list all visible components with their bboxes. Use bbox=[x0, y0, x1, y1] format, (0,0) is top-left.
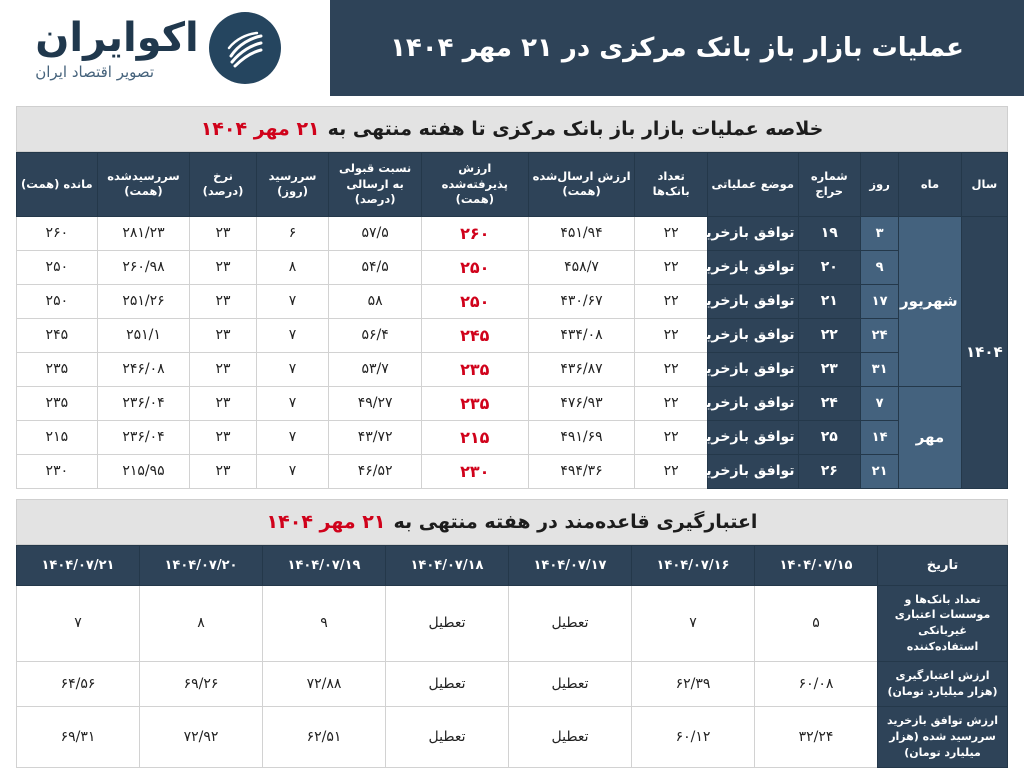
cell-operation-position: توافق بازخرید bbox=[707, 386, 798, 420]
th-year: سال bbox=[961, 153, 1007, 217]
th-sent-value: ارزش ارسال‌شده (همت) bbox=[528, 153, 635, 217]
table-row bbox=[17, 318, 1008, 352]
cell-accepted-value: ۲۱۵ bbox=[421, 420, 528, 454]
cell-sent-value: ۴۳۶/۸۷ bbox=[528, 352, 635, 386]
brand-subtitle: تصویر اقتصاد ایران bbox=[35, 62, 155, 81]
section-title-open-market bbox=[16, 106, 1008, 152]
cell-auction-number: ۲۴ bbox=[798, 386, 860, 420]
cell-operation-position: توافق بازخرید bbox=[707, 352, 798, 386]
cell-matured-value: ۲۴۶/۰۸ bbox=[97, 352, 190, 386]
cell-sent-value: ۴۳۴/۰۸ bbox=[528, 318, 635, 352]
cell-day: ۹ bbox=[860, 250, 898, 284]
cell-r2-c4: ۶۲/۵۱ bbox=[263, 707, 386, 768]
cell-operation-position: توافق بازخرید bbox=[707, 284, 798, 318]
row-header-2: ارزش توافق بازخرید سررسید شده (هزار میلیارد تومان) bbox=[878, 707, 1008, 768]
cell-sent-value: ۴۹۴/۳۶ bbox=[528, 454, 635, 488]
cell-balance: ۲۴۵ bbox=[17, 318, 98, 352]
cell-matured-value: ۲۸۱/۲۳ bbox=[97, 216, 190, 250]
cell-auction-number: ۲۶ bbox=[798, 454, 860, 488]
cell-maturity: ۸ bbox=[256, 250, 329, 284]
cell-matured-value: ۲۳۶/۰۴ bbox=[97, 420, 190, 454]
table-row bbox=[17, 662, 1008, 707]
th-maturity: سررسید (روز) bbox=[256, 153, 329, 217]
cell-rate: ۲۳ bbox=[190, 352, 256, 386]
cell-bank-count: ۲۲ bbox=[635, 284, 708, 318]
cell-day: ۳۱ bbox=[860, 352, 898, 386]
cell-rate: ۲۳ bbox=[190, 454, 256, 488]
cell-maturity: ۷ bbox=[256, 454, 329, 488]
page-header bbox=[0, 0, 1024, 96]
cell-r2-c0: ۳۲/۲۴ bbox=[755, 707, 878, 768]
cell-acceptance-ratio: ۵۷/۵ bbox=[329, 216, 422, 250]
table-row bbox=[17, 386, 1008, 420]
cell-day: ۱۷ bbox=[860, 284, 898, 318]
cell-balance: ۲۳۵ bbox=[17, 352, 98, 386]
cell-auction-number: ۲۵ bbox=[798, 420, 860, 454]
cell-balance: ۲۱۵ bbox=[17, 420, 98, 454]
th-date-0: ۱۴۰۴/۰۷/۱۵ bbox=[755, 545, 878, 585]
cell-auction-number: ۲۰ bbox=[798, 250, 860, 284]
cell-auction-number: ۲۱ bbox=[798, 284, 860, 318]
cell-r2-c3: تعطیل bbox=[386, 707, 509, 768]
brand-block bbox=[0, 0, 330, 96]
cell-r0-c1: ۷ bbox=[632, 585, 755, 662]
table-row bbox=[17, 585, 1008, 662]
cell-day: ۲۴ bbox=[860, 318, 898, 352]
cell-balance: ۲۵۰ bbox=[17, 284, 98, 318]
cell-balance: ۲۵۰ bbox=[17, 250, 98, 284]
cell-r2-c5: ۷۲/۹۲ bbox=[140, 707, 263, 768]
cell-acceptance-ratio: ۴۶/۵۲ bbox=[329, 454, 422, 488]
eco-swirl-logo-icon bbox=[209, 12, 281, 84]
cell-bank-count: ۲۲ bbox=[635, 216, 708, 250]
table-header-row bbox=[17, 153, 1008, 217]
cell-accepted-value: ۲۳۵ bbox=[421, 386, 528, 420]
th-operation-position: موضع عملیاتی bbox=[707, 153, 798, 217]
brand-text bbox=[35, 16, 199, 81]
cell-day: ۱۴ bbox=[860, 420, 898, 454]
cell-r1-c5: ۶۹/۲۶ bbox=[140, 662, 263, 707]
cell-sent-value: ۴۷۶/۹۳ bbox=[528, 386, 635, 420]
cell-matured-value: ۲۵۱/۲۶ bbox=[97, 284, 190, 318]
cell-month: شهریور bbox=[899, 216, 961, 386]
cell-maturity: ۷ bbox=[256, 352, 329, 386]
th-date-2: ۱۴۰۴/۰۷/۱۷ bbox=[509, 545, 632, 585]
cell-bank-count: ۲۲ bbox=[635, 352, 708, 386]
table-row bbox=[17, 707, 1008, 768]
th-bank-count: تعداد بانک‌ها bbox=[635, 153, 708, 217]
th-month: ماه bbox=[899, 153, 961, 217]
cell-year: ۱۴۰۴ bbox=[961, 216, 1007, 488]
table-row bbox=[17, 454, 1008, 488]
cell-matured-value: ۲۱۵/۹۵ bbox=[97, 454, 190, 488]
cell-auction-number: ۱۹ bbox=[798, 216, 860, 250]
row-header-1: ارزش اعتبارگیری (هزار میلیارد تومان) bbox=[878, 662, 1008, 707]
brand-name: اکوایران bbox=[35, 14, 199, 61]
cell-operation-position: توافق بازخرید bbox=[707, 318, 798, 352]
cell-operation-position: توافق بازخرید bbox=[707, 250, 798, 284]
cell-operation-position: توافق بازخرید bbox=[707, 420, 798, 454]
cell-accepted-value: ۲۶۰ bbox=[421, 216, 528, 250]
cell-r1-c0: ۶۰/۰۸ bbox=[755, 662, 878, 707]
cell-auction-number: ۲۲ bbox=[798, 318, 860, 352]
table1-body bbox=[17, 216, 1008, 488]
table-row bbox=[17, 352, 1008, 386]
cell-accepted-value: ۲۳۵ bbox=[421, 352, 528, 386]
cell-bank-count: ۲۲ bbox=[635, 420, 708, 454]
cell-sent-value: ۴۹۱/۶۹ bbox=[528, 420, 635, 454]
cell-operation-position: توافق بازخرید bbox=[707, 216, 798, 250]
cell-r0-c4: ۹ bbox=[263, 585, 386, 662]
cell-r0-c5: ۸ bbox=[140, 585, 263, 662]
cell-r0-c6: ۷ bbox=[17, 585, 140, 662]
section2-title-prefix: اعتبارگیری قاعده‌مند در هفته منتهی به bbox=[393, 510, 758, 533]
cell-matured-value: ۲۶۰/۹۸ bbox=[97, 250, 190, 284]
cell-maturity: ۷ bbox=[256, 284, 329, 318]
cell-maturity: ۷ bbox=[256, 420, 329, 454]
cell-sent-value: ۴۵۸/۷ bbox=[528, 250, 635, 284]
th-date-6: ۱۴۰۴/۰۷/۲۱ bbox=[17, 545, 140, 585]
cell-maturity: ۷ bbox=[256, 386, 329, 420]
cell-rate: ۲۳ bbox=[190, 386, 256, 420]
cell-maturity: ۷ bbox=[256, 318, 329, 352]
section1-title-highlight: ۲۱ مهر ۱۴۰۴ bbox=[200, 118, 320, 140]
cell-sent-value: ۴۳۰/۶۷ bbox=[528, 284, 635, 318]
th-rate: نرخ (درصد) bbox=[190, 153, 256, 217]
table-row bbox=[17, 420, 1008, 454]
open-market-operations-table bbox=[16, 152, 1008, 489]
cell-matured-value: ۲۵۱/۱ bbox=[97, 318, 190, 352]
th-auction-number: شماره حراج bbox=[798, 153, 860, 217]
cell-r0-c2: تعطیل bbox=[509, 585, 632, 662]
cell-r1-c3: تعطیل bbox=[386, 662, 509, 707]
cell-r1-c6: ۶۴/۵۶ bbox=[17, 662, 140, 707]
section2-title-highlight: ۲۱ مهر ۱۴۰۴ bbox=[266, 510, 386, 533]
row-header-0: تعداد بانک‌ها و موسسات اعتباری غیربانکی استفاده‌کننده bbox=[878, 585, 1008, 662]
cell-r0-c0: ۵ bbox=[755, 585, 878, 662]
cell-rate: ۲۳ bbox=[190, 420, 256, 454]
table2-body bbox=[17, 585, 1008, 767]
cell-rate: ۲۳ bbox=[190, 250, 256, 284]
table-row bbox=[17, 250, 1008, 284]
cell-accepted-value: ۲۳۰ bbox=[421, 454, 528, 488]
cell-r1-c1: ۶۲/۳۹ bbox=[632, 662, 755, 707]
cell-day: ۳ bbox=[860, 216, 898, 250]
cell-rate: ۲۳ bbox=[190, 318, 256, 352]
th-accepted-value: ارزش پذیرفته‌شده (همت) bbox=[421, 153, 528, 217]
th-balance: مانده (همت) bbox=[17, 153, 98, 217]
cell-acceptance-ratio: ۴۹/۲۷ bbox=[329, 386, 422, 420]
cell-acceptance-ratio: ۴۳/۷۲ bbox=[329, 420, 422, 454]
cell-r1-c2: تعطیل bbox=[509, 662, 632, 707]
section-title-standing-facility bbox=[16, 499, 1008, 545]
page-title: عملیات بازار باز بانک مرکزی در ۲۱ مهر ۱۴۰۴ bbox=[330, 0, 1024, 96]
section1-title-prefix: خلاصه عملیات بازار باز بانک مرکزی تا هفته منتهی به bbox=[327, 118, 824, 140]
table2-header-row bbox=[17, 545, 1008, 585]
cell-auction-number: ۲۳ bbox=[798, 352, 860, 386]
cell-bank-count: ۲۲ bbox=[635, 386, 708, 420]
cell-rate: ۲۳ bbox=[190, 284, 256, 318]
table-row bbox=[17, 216, 1008, 250]
cell-balance: ۲۶۰ bbox=[17, 216, 98, 250]
th-matured-value: سررسیدشده (همت) bbox=[97, 153, 190, 217]
cell-acceptance-ratio: ۵۶/۴ bbox=[329, 318, 422, 352]
cell-matured-value: ۲۳۶/۰۴ bbox=[97, 386, 190, 420]
cell-acceptance-ratio: ۵۴/۵ bbox=[329, 250, 422, 284]
cell-r2-c2: تعطیل bbox=[509, 707, 632, 768]
th-date-3: ۱۴۰۴/۰۷/۱۸ bbox=[386, 545, 509, 585]
cell-r2-c1: ۶۰/۱۲ bbox=[632, 707, 755, 768]
cell-bank-count: ۲۲ bbox=[635, 250, 708, 284]
cell-r2-c6: ۶۹/۳۱ bbox=[17, 707, 140, 768]
cell-accepted-value: ۲۴۵ bbox=[421, 318, 528, 352]
cell-sent-value: ۴۵۱/۹۴ bbox=[528, 216, 635, 250]
cell-acceptance-ratio: ۵۳/۷ bbox=[329, 352, 422, 386]
cell-month: مهر bbox=[899, 386, 961, 488]
standing-facility-table bbox=[16, 545, 1008, 768]
th-date-label: تاریخ bbox=[878, 545, 1008, 585]
cell-accepted-value: ۲۵۰ bbox=[421, 250, 528, 284]
cell-day: ۲۱ bbox=[860, 454, 898, 488]
th-day: روز bbox=[860, 153, 898, 217]
cell-r1-c4: ۷۲/۸۸ bbox=[263, 662, 386, 707]
cell-rate: ۲۳ bbox=[190, 216, 256, 250]
cell-day: ۷ bbox=[860, 386, 898, 420]
cell-balance: ۲۳۰ bbox=[17, 454, 98, 488]
th-date-5: ۱۴۰۴/۰۷/۲۰ bbox=[140, 545, 263, 585]
th-acceptance-ratio: نسبت قبولی به ارسالی (درصد) bbox=[329, 153, 422, 217]
cell-bank-count: ۲۲ bbox=[635, 318, 708, 352]
cell-bank-count: ۲۲ bbox=[635, 454, 708, 488]
cell-r0-c3: تعطیل bbox=[386, 585, 509, 662]
th-date-1: ۱۴۰۴/۰۷/۱۶ bbox=[632, 545, 755, 585]
cell-accepted-value: ۲۵۰ bbox=[421, 284, 528, 318]
th-date-4: ۱۴۰۴/۰۷/۱۹ bbox=[263, 545, 386, 585]
cell-balance: ۲۳۵ bbox=[17, 386, 98, 420]
cell-acceptance-ratio: ۵۸ bbox=[329, 284, 422, 318]
cell-operation-position: توافق بازخرید bbox=[707, 454, 798, 488]
table-row bbox=[17, 284, 1008, 318]
cell-maturity: ۶ bbox=[256, 216, 329, 250]
